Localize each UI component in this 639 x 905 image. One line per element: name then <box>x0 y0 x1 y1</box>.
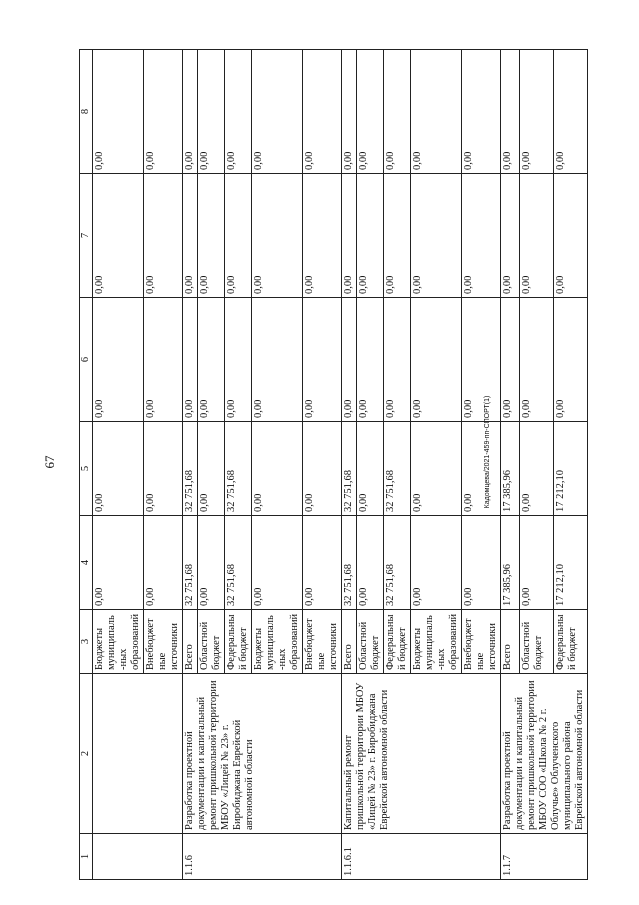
table-row <box>93 50 144 880</box>
amount-cell: 0,00 <box>303 422 342 516</box>
item-title: Разработка проектной документации и капитальный ремонт пришкольной территории МБОУ СОО «Школа № 2 г. Облучье» Облученского муниципального района Еврейской автономной области <box>501 674 588 834</box>
funding-source: Федеральный бюджет <box>225 610 252 674</box>
amount-cell: 0,00 <box>462 298 501 422</box>
amount-cell: 0,00 <box>93 516 144 610</box>
item-title: Разработка проектной документации и капитальный ремонт пришкольной территории МБОУ «Лицей № 23» г. Биробиджана Еврейской автономной области <box>183 674 342 834</box>
amount-cell: 0,00 <box>252 174 303 298</box>
amount-cell: 0,00 <box>252 298 303 422</box>
amount-cell: 0,00 <box>342 50 357 174</box>
column-number: 5 <box>80 422 93 516</box>
funding-source: Внебюджетные источники <box>144 610 183 674</box>
amount-cell: 0,00 <box>462 516 501 610</box>
amount-cell: 0,00 <box>384 174 411 298</box>
funding-source: Всего <box>501 610 520 674</box>
amount-cell: 0,00 <box>519 298 553 422</box>
amount-cell: 0,00 <box>93 422 144 516</box>
amount-cell: 0,00 <box>225 174 252 298</box>
amount-cell: 32 751,68 <box>384 516 411 610</box>
column-number: 3 <box>80 610 93 674</box>
financing-table <box>79 49 588 880</box>
amount-cell: 0,00 <box>225 50 252 174</box>
table-row <box>501 50 520 880</box>
amount-cell: 0,00 <box>357 298 384 422</box>
column-number: 6 <box>80 298 93 422</box>
amount-cell: 0,00 <box>93 174 144 298</box>
amount-cell: 0,00 <box>519 174 553 298</box>
amount-cell: 0,00 <box>342 298 357 422</box>
column-number-row <box>80 50 93 880</box>
funding-source: Всего <box>183 610 198 674</box>
amount-cell: 0,00 <box>411 516 462 610</box>
page-number: 67 <box>42 455 57 469</box>
amount-cell: 0,00 <box>519 422 553 516</box>
amount-cell: 0,00 <box>144 422 183 516</box>
amount-cell: 17 385,96 <box>501 422 520 516</box>
funding-source: Федеральный бюджет <box>384 610 411 674</box>
amount-cell: 0,00 <box>357 516 384 610</box>
amount-cell: 0,00 <box>357 174 384 298</box>
amount-cell: 0,00 <box>144 50 183 174</box>
item-title: Капитальный ремонт пришкольной территории МБОУ «Лицей № 23» г. Биробиджана Еврейской автономной области <box>342 674 501 834</box>
funding-source: Всего <box>342 610 357 674</box>
amount-cell: 0,00 <box>462 174 501 298</box>
document-code: Кадомцева/2021-459-пп-СПОРТ(1) <box>484 395 491 509</box>
amount-cell: 32 751,68 <box>183 422 198 516</box>
amount-cell: 0,00 <box>553 174 587 298</box>
amount-cell: 0,00 <box>501 174 520 298</box>
amount-cell: 17 212,10 <box>553 422 587 516</box>
amount-cell: 0,00 <box>501 50 520 174</box>
column-number: 7 <box>80 174 93 298</box>
amount-cell: 32 751,68 <box>225 516 252 610</box>
amount-cell: 0,00 <box>144 516 183 610</box>
amount-cell: 32 751,68 <box>384 422 411 516</box>
amount-cell: 0,00 <box>252 422 303 516</box>
amount-cell: 0,00 <box>384 50 411 174</box>
amount-cell: 0,00 <box>198 422 225 516</box>
amount-cell: 0,00 <box>303 298 342 422</box>
item-number: 1.1.6 <box>183 834 342 880</box>
column-number: 1 <box>80 834 93 880</box>
amount-cell: 0,00 <box>553 50 587 174</box>
amount-cell: 0,00 <box>553 298 587 422</box>
funding-source: Бюджеты муниципаль-ных образований <box>411 610 462 674</box>
amount-cell: 0,00 <box>198 174 225 298</box>
amount-cell: 0,00 <box>183 298 198 422</box>
amount-cell: 32 751,68 <box>342 516 357 610</box>
funding-source: Областной бюджет <box>357 610 384 674</box>
funding-source: Областной бюджет <box>519 610 553 674</box>
funding-source: Внебюджетные источники <box>462 610 501 674</box>
amount-cell: 0,00 <box>93 298 144 422</box>
amount-cell: 0,00 <box>342 174 357 298</box>
amount-cell: 0,00 <box>183 50 198 174</box>
funding-source: Бюджеты муниципаль-ных образований <box>93 610 144 674</box>
item-title <box>93 674 183 834</box>
amount-cell: 0,00 <box>303 516 342 610</box>
amount-cell: 0,00 <box>252 516 303 610</box>
amount-cell: 0,00 <box>411 50 462 174</box>
amount-cell: 0,00 <box>198 50 225 174</box>
amount-cell: 0,00 <box>252 50 303 174</box>
amount-cell: 32 751,68 <box>183 516 198 610</box>
funding-source: Областной бюджет <box>198 610 225 674</box>
amount-cell: 0,00 <box>411 174 462 298</box>
item-number: 1.1.7 <box>501 834 588 880</box>
table-row <box>183 50 198 880</box>
amount-cell: 32 751,68 <box>225 422 252 516</box>
amount-cell: 0,00 <box>519 516 553 610</box>
amount-cell: 0,00 <box>144 298 183 422</box>
amount-cell: 0,00 <box>198 516 225 610</box>
item-number: 1.1.6.1 <box>342 834 501 880</box>
item-number <box>93 834 183 880</box>
amount-cell: 0,00 <box>411 422 462 516</box>
amount-cell: 0,00 <box>519 50 553 174</box>
rotated-table-container <box>79 50 585 880</box>
funding-source: Бюджеты муниципаль-ных образований <box>252 610 303 674</box>
amount-cell: 0,00 <box>357 422 384 516</box>
funding-source: Внебюджетные источники <box>303 610 342 674</box>
amount-cell: 0,00 <box>144 174 183 298</box>
amount-cell: 0,00 <box>501 298 520 422</box>
amount-cell: 0,00 <box>357 50 384 174</box>
amount-cell: 0,00 <box>93 50 144 174</box>
column-number: 4 <box>80 516 93 610</box>
table-row <box>342 50 357 880</box>
amount-cell: 0,00 <box>462 422 501 516</box>
amount-cell: 0,00 <box>411 298 462 422</box>
column-number: 2 <box>80 674 93 834</box>
amount-cell: 0,00 <box>462 50 501 174</box>
amount-cell: 0,00 <box>384 298 411 422</box>
amount-cell: 17 385,96 <box>501 516 520 610</box>
amount-cell: 0,00 <box>303 50 342 174</box>
amount-cell: 32 751,68 <box>342 422 357 516</box>
amount-cell: 17 212,10 <box>553 516 587 610</box>
amount-cell: 0,00 <box>183 174 198 298</box>
column-number: 8 <box>80 50 93 174</box>
funding-source: Федеральный бюджет <box>553 610 587 674</box>
amount-cell: 0,00 <box>225 298 252 422</box>
amount-cell: 0,00 <box>303 174 342 298</box>
amount-cell: 0,00 <box>198 298 225 422</box>
